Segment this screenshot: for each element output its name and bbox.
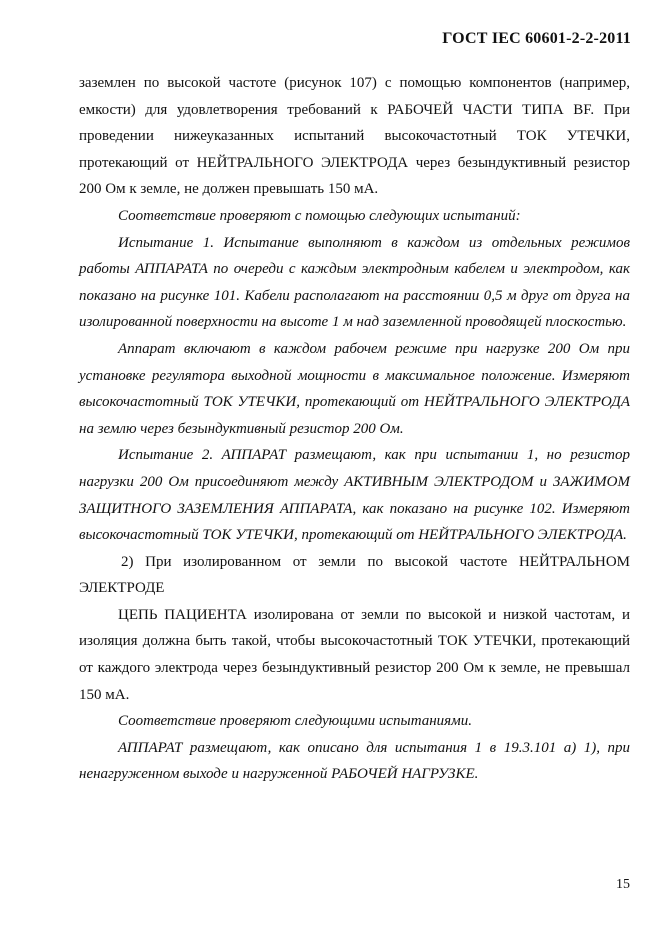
paragraph-2: Соответствие проверяют с помощью следующих испытаний: xyxy=(118,207,521,224)
paragraph-7: ЦЕПЬ ПАЦИЕНТА изолирована от земли по высокой и низкой частотам, и изоляция должна быть такой, чтобы высокочастотный ТОК УТЕЧКИ, протекающий от каждого электрода через безындуктивный резистор 200 Ом к земле, не превышал 150 мА. xyxy=(79,606,630,703)
paragraph-4: Аппарат включают в каждом рабочем режиме при нагрузке 200 Ом при установке регулятора выходной мощности в максимальное положение. Измеряют высокочастотный ТОК УТЕЧКИ, протекающий от НЕЙТРАЛЬНОГО ЭЛЕКТРОДА на землю через безындуктивный резистор 200 Ом. xyxy=(79,340,630,437)
paragraph-8: Соответствие проверяют следующими испытаниями. xyxy=(118,713,472,730)
page-number: 15 xyxy=(616,877,630,892)
paragraph-1: заземлен по высокой частоте (рисунок 107) с помощью компонентов (например, емкости) для удовлетворения требований к РАБОЧЕЙ ЧАСТИ ТИПА BF. При проведении нижеуказанных испытаний высокочастотный ТОК УТЕЧКИ, протекающий от НЕЙТРАЛЬНОГО ЭЛЕКТРОДА через безындуктивный резистор 200 Ом к земле, не должен превышать 150 мА. xyxy=(79,75,630,198)
paragraph-9: АППАРАТ размещают, как описано для испытания 1 в 19.3.101 а) 1), при ненагруженном выходе и нагруженной РАБОЧЕЙ НАГРУЗКЕ. xyxy=(79,739,630,783)
document-header: ГОСТ IEC 60601-2-2-2011 xyxy=(442,30,631,47)
paragraph-6: 2) При изолированном от земли по высокой частоте НЕЙТРАЛЬНОМ ЭЛЕКТРОДЕ xyxy=(79,553,630,597)
document-body xyxy=(79,70,630,788)
paragraph-5: Испытание 2. АППАРАТ размещают, как при испытании 1, но резистор нагрузки 200 Ом присоединяют между АКТИВНЫМ ЭЛЕКТРОДОМ и ЗАЖИМОМ ЗАЩИТНОГО ЗАЗЕМЛЕНИЯ АППАРАТА, как показано на рисунке 102. Измеряют высокочастотный ТОК УТЕЧКИ, протекающий от НЕЙТРАЛЬНОГО ЭЛЕКТРОДА. xyxy=(79,447,630,544)
paragraph-3: Испытание 1. Испытание выполняют в каждом из отдельных режимов работы АППАРАТА по очереди с каждым электродным кабелем и электродом, как показано на рисунке 101. Кабели располагают на расстоянии 0,5 м друг от друга на изолированной поверхности на высоте 1 м над заземленной проводящей плоскостью. xyxy=(79,234,630,331)
